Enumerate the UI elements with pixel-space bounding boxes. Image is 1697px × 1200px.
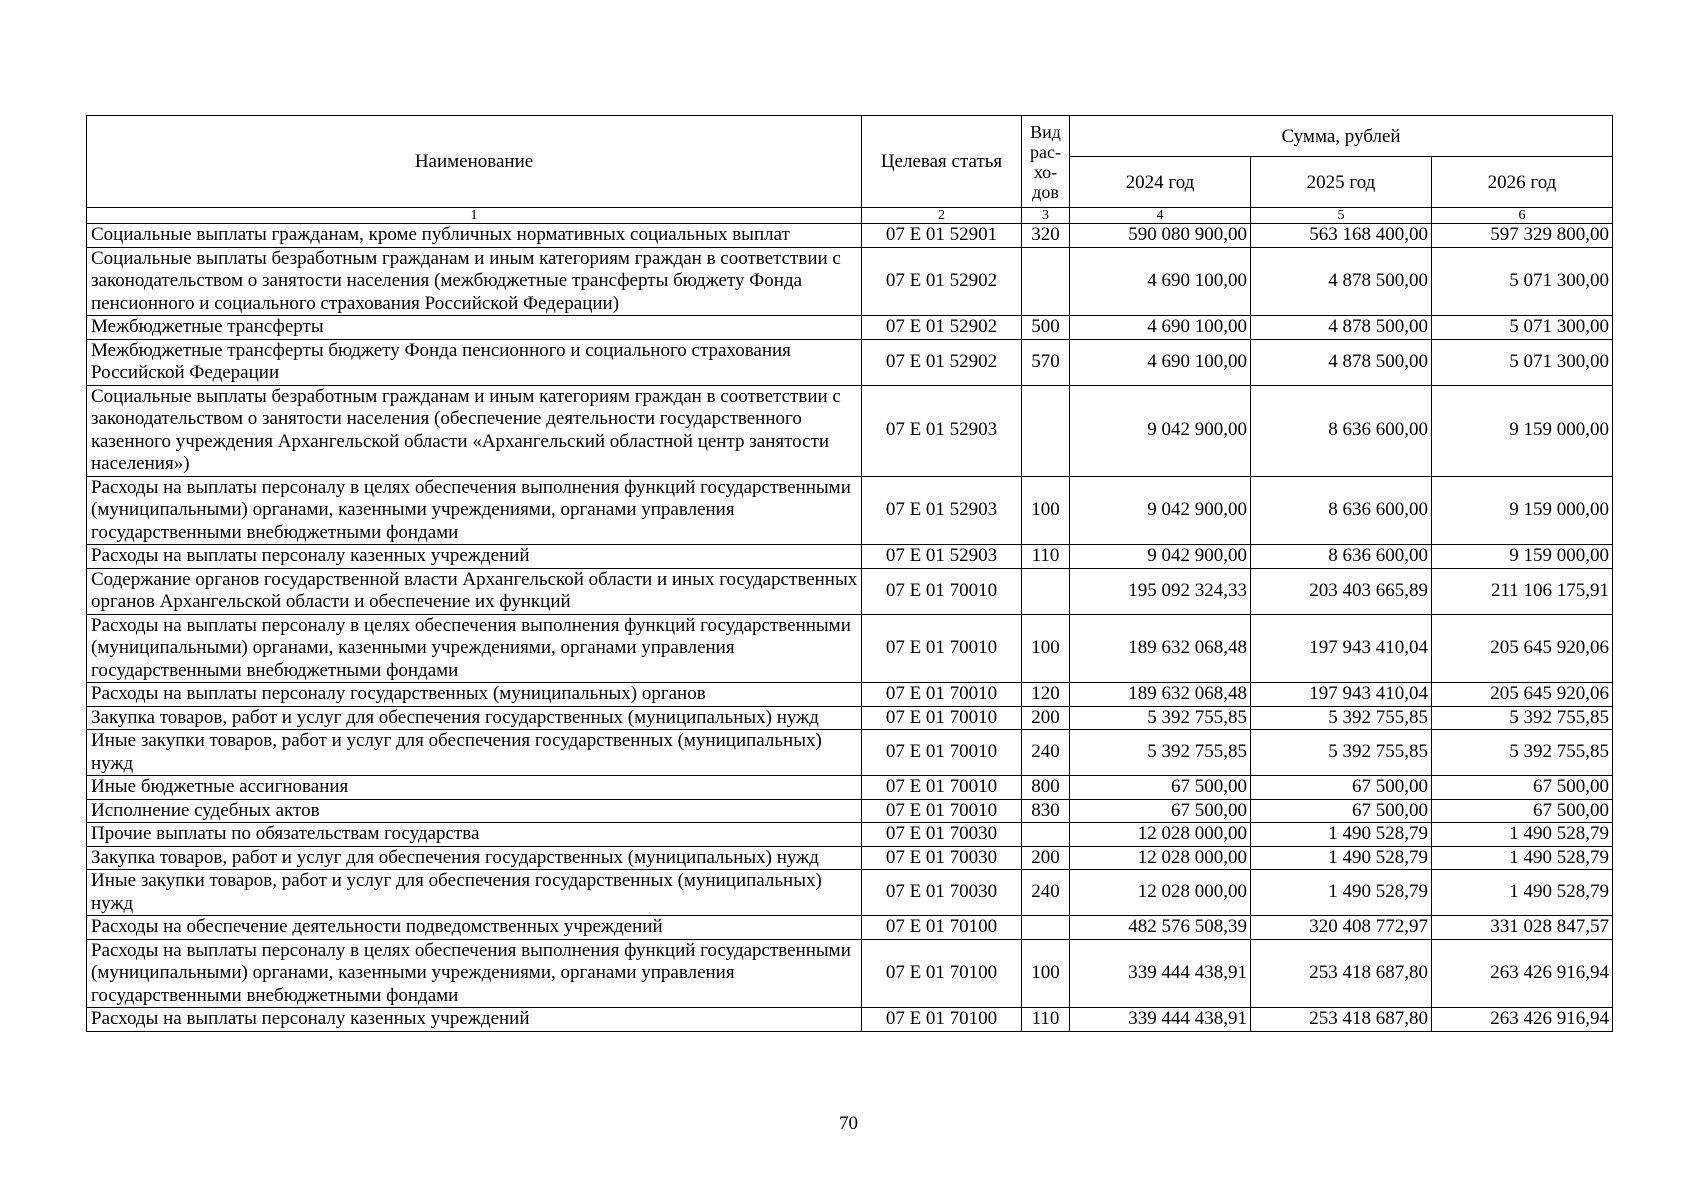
row-expense-kind: 320: [1022, 224, 1070, 248]
row-sum-2025: 203 403 665,89: [1251, 568, 1432, 614]
table-row: [87, 730, 1613, 776]
row-sum-2024: 4 690 100,00: [1070, 339, 1251, 385]
row-expense-kind: 240: [1022, 870, 1070, 916]
row-target-code: 07 Е 01 70010: [862, 776, 1022, 800]
table-row: [87, 776, 1613, 800]
row-sum-2024: 189 632 068,48: [1070, 683, 1251, 707]
row-target-code: 07 Е 01 70010: [862, 683, 1022, 707]
row-name: Межбюджетные трансферты бюджету Фонда пенсионного и социального страхования Российской Федерации: [87, 339, 862, 385]
header-year-2024: 2024 год: [1070, 157, 1251, 208]
table-row: [87, 870, 1613, 916]
row-sum-2026: 597 329 800,00: [1432, 224, 1613, 248]
row-sum-2024: 189 632 068,48: [1070, 614, 1251, 683]
budget-table: [86, 115, 1613, 1032]
row-expense-kind: 110: [1022, 1008, 1070, 1032]
row-name: Содержание органов государственной власти Архангельской области и иных государственных органов Архангельской области и обеспечение их функций: [87, 568, 862, 614]
row-sum-2026: 331 028 847,57: [1432, 916, 1613, 940]
row-expense-kind: 110: [1022, 545, 1070, 569]
row-name: Расходы на выплаты персоналу государственных (муниципальных) органов: [87, 683, 862, 707]
col-number: 1: [87, 208, 862, 224]
row-expense-kind: 100: [1022, 939, 1070, 1008]
table-row: [87, 316, 1613, 340]
row-sum-2025: 8 636 600,00: [1251, 476, 1432, 545]
table-row: [87, 846, 1613, 870]
row-target-code: 07 Е 01 70010: [862, 568, 1022, 614]
row-sum-2025: 4 878 500,00: [1251, 316, 1432, 340]
row-name: Социальные выплаты безработным гражданам и иным категориям граждан в соответствии с законодательством о занятости населения (обеспечение деятельности государственного казенного учреждения Архангельской области «Архангельский областной центр занятости населения»): [87, 385, 862, 476]
col-number: 3: [1022, 208, 1070, 224]
row-sum-2025: 67 500,00: [1251, 799, 1432, 823]
row-name: Расходы на выплаты персоналу казенных учреждений: [87, 1008, 862, 1032]
table-row: [87, 916, 1613, 940]
row-sum-2025: 1 490 528,79: [1251, 870, 1432, 916]
header-sum: Сумма, рублей: [1070, 116, 1613, 157]
row-sum-2024: 12 028 000,00: [1070, 823, 1251, 847]
row-name: Социальные выплаты безработным гражданам и иным категориям граждан в соответствии с законодательством о занятости населения (межбюджетные трансферты бюджету Фонда пенсионного и социального страхования Российской Федерации): [87, 247, 862, 316]
table-row: [87, 799, 1613, 823]
row-sum-2025: 4 878 500,00: [1251, 339, 1432, 385]
row-target-code: 07 Е 01 70100: [862, 1008, 1022, 1032]
row-sum-2024: 5 392 755,85: [1070, 730, 1251, 776]
col-number: 4: [1070, 208, 1251, 224]
row-target-code: 07 Е 01 70100: [862, 916, 1022, 940]
row-sum-2026: 211 106 175,91: [1432, 568, 1613, 614]
row-expense-kind: 100: [1022, 614, 1070, 683]
header-name: Наименование: [87, 116, 862, 208]
row-sum-2025: 320 408 772,97: [1251, 916, 1432, 940]
row-sum-2025: 5 392 755,85: [1251, 706, 1432, 730]
table-row: [87, 545, 1613, 569]
row-expense-kind: [1022, 823, 1070, 847]
table-row: [87, 247, 1613, 316]
table-row: [87, 706, 1613, 730]
row-expense-kind: 240: [1022, 730, 1070, 776]
col-number: 5: [1251, 208, 1432, 224]
row-target-code: 07 Е 01 70010: [862, 706, 1022, 730]
header-year-2026: 2026 год: [1432, 157, 1613, 208]
row-target-code: 07 Е 01 52903: [862, 385, 1022, 476]
row-target-code: 07 Е 01 52902: [862, 247, 1022, 316]
row-sum-2024: 4 690 100,00: [1070, 247, 1251, 316]
row-sum-2024: 590 080 900,00: [1070, 224, 1251, 248]
row-expense-kind: 120: [1022, 683, 1070, 707]
row-sum-2026: 67 500,00: [1432, 799, 1613, 823]
row-sum-2024: 5 392 755,85: [1070, 706, 1251, 730]
row-sum-2025: 197 943 410,04: [1251, 614, 1432, 683]
col-number: 2: [862, 208, 1022, 224]
row-sum-2026: 9 159 000,00: [1432, 545, 1613, 569]
row-sum-2025: 67 500,00: [1251, 776, 1432, 800]
row-name: Иные закупки товаров, работ и услуг для обеспечения государственных (муниципальных) нужд: [87, 730, 862, 776]
row-sum-2024: 4 690 100,00: [1070, 316, 1251, 340]
table-row: [87, 476, 1613, 545]
header-year-2025: 2025 год: [1251, 157, 1432, 208]
row-target-code: 07 Е 01 70030: [862, 870, 1022, 916]
col-number: 6: [1432, 208, 1613, 224]
row-target-code: 07 Е 01 52902: [862, 339, 1022, 385]
row-expense-kind: [1022, 568, 1070, 614]
row-expense-kind: 100: [1022, 476, 1070, 545]
row-name: Расходы на обеспечение деятельности подведомственных учреждений: [87, 916, 862, 940]
row-sum-2026: 9 159 000,00: [1432, 385, 1613, 476]
row-name: Расходы на выплаты персоналу в целях обеспечения выполнения функций государственными (муниципальными) органами, казенными учреждениями, органами управления государственными внебюджетными фондами: [87, 476, 862, 545]
header-target: Целевая статья: [862, 116, 1022, 208]
row-name: Расходы на выплаты персоналу казенных учреждений: [87, 545, 862, 569]
row-target-code: 07 Е 01 70010: [862, 614, 1022, 683]
row-sum-2026: 263 426 916,94: [1432, 1008, 1613, 1032]
row-sum-2025: 8 636 600,00: [1251, 385, 1432, 476]
row-target-code: 07 Е 01 52903: [862, 545, 1022, 569]
row-name: Расходы на выплаты персоналу в целях обеспечения выполнения функций государственными (муниципальными) органами, казенными учреждениями, органами управления государственными внебюджетными фондами: [87, 939, 862, 1008]
row-target-code: 07 Е 01 70010: [862, 730, 1022, 776]
row-sum-2024: 339 444 438,91: [1070, 939, 1251, 1008]
row-sum-2024: 9 042 900,00: [1070, 545, 1251, 569]
row-expense-kind: 200: [1022, 706, 1070, 730]
row-expense-kind: 200: [1022, 846, 1070, 870]
row-sum-2024: 9 042 900,00: [1070, 385, 1251, 476]
row-sum-2024: 67 500,00: [1070, 799, 1251, 823]
row-sum-2024: 12 028 000,00: [1070, 870, 1251, 916]
row-expense-kind: 570: [1022, 339, 1070, 385]
row-sum-2025: 1 490 528,79: [1251, 846, 1432, 870]
row-sum-2025: 253 418 687,80: [1251, 939, 1432, 1008]
row-name: Иные бюджетные ассигнования: [87, 776, 862, 800]
table-row: [87, 339, 1613, 385]
row-expense-kind: 830: [1022, 799, 1070, 823]
row-target-code: 07 Е 01 52903: [862, 476, 1022, 545]
table-row: [87, 683, 1613, 707]
row-name: Исполнение судебных актов: [87, 799, 862, 823]
row-sum-2025: 4 878 500,00: [1251, 247, 1432, 316]
row-expense-kind: [1022, 385, 1070, 476]
row-expense-kind: [1022, 247, 1070, 316]
row-sum-2025: 197 943 410,04: [1251, 683, 1432, 707]
row-expense-kind: 800: [1022, 776, 1070, 800]
row-name: Социальные выплаты гражданам, кроме публичных нормативных социальных выплат: [87, 224, 862, 248]
row-target-code: 07 Е 01 70030: [862, 846, 1022, 870]
row-sum-2024: 9 042 900,00: [1070, 476, 1251, 545]
table-row: [87, 385, 1613, 476]
table-row: [87, 939, 1613, 1008]
row-sum-2026: 5 392 755,85: [1432, 730, 1613, 776]
row-sum-2024: 195 092 324,33: [1070, 568, 1251, 614]
row-target-code: 07 Е 01 52902: [862, 316, 1022, 340]
row-sum-2026: 5 392 755,85: [1432, 706, 1613, 730]
row-sum-2026: 205 645 920,06: [1432, 683, 1613, 707]
row-sum-2025: 8 636 600,00: [1251, 545, 1432, 569]
table-row: [87, 1008, 1613, 1032]
column-number-row: [87, 208, 1613, 224]
row-name: Прочие выплаты по обязательствам государства: [87, 823, 862, 847]
row-target-code: 07 Е 01 70100: [862, 939, 1022, 1008]
table-body: [87, 224, 1613, 1032]
table-row: [87, 568, 1613, 614]
row-sum-2026: 1 490 528,79: [1432, 870, 1613, 916]
row-sum-2026: 67 500,00: [1432, 776, 1613, 800]
row-sum-2026: 5 071 300,00: [1432, 316, 1613, 340]
page-number: 70: [839, 1113, 858, 1134]
row-name: Иные закупки товаров, работ и услуг для обеспечения государственных (муниципальных) нужд: [87, 870, 862, 916]
row-sum-2025: 1 490 528,79: [1251, 823, 1432, 847]
row-sum-2024: 482 576 508,39: [1070, 916, 1251, 940]
row-target-code: 07 Е 01 52901: [862, 224, 1022, 248]
row-sum-2024: 67 500,00: [1070, 776, 1251, 800]
row-name: Закупка товаров, работ и услуг для обеспечения государственных (муниципальных) нужд: [87, 846, 862, 870]
row-sum-2026: 1 490 528,79: [1432, 823, 1613, 847]
row-sum-2024: 339 444 438,91: [1070, 1008, 1251, 1032]
row-sum-2026: 5 071 300,00: [1432, 339, 1613, 385]
row-sum-2025: 563 168 400,00: [1251, 224, 1432, 248]
row-sum-2025: 253 418 687,80: [1251, 1008, 1432, 1032]
row-target-code: 07 Е 01 70010: [862, 799, 1022, 823]
row-expense-kind: [1022, 916, 1070, 940]
row-expense-kind: 500: [1022, 316, 1070, 340]
row-sum-2026: 205 645 920,06: [1432, 614, 1613, 683]
row-sum-2024: 12 028 000,00: [1070, 846, 1251, 870]
table-row: [87, 224, 1613, 248]
table-row: [87, 823, 1613, 847]
row-sum-2025: 5 392 755,85: [1251, 730, 1432, 776]
row-name: Расходы на выплаты персоналу в целях обеспечения выполнения функций государственными (муниципальными) органами, казенными учреждениями, органами управления государственными внебюджетными фондами: [87, 614, 862, 683]
row-sum-2026: 9 159 000,00: [1432, 476, 1613, 545]
row-name: Закупка товаров, работ и услуг для обеспечения государственных (муниципальных) нужд: [87, 706, 862, 730]
row-target-code: 07 Е 01 70030: [862, 823, 1022, 847]
row-sum-2026: 1 490 528,79: [1432, 846, 1613, 870]
row-sum-2026: 5 071 300,00: [1432, 247, 1613, 316]
row-name: Межбюджетные трансферты: [87, 316, 862, 340]
row-sum-2026: 263 426 916,94: [1432, 939, 1613, 1008]
header-kind: Вид рас-хо-дов: [1022, 116, 1070, 208]
table-header: [87, 116, 1613, 224]
table-row: [87, 614, 1613, 683]
